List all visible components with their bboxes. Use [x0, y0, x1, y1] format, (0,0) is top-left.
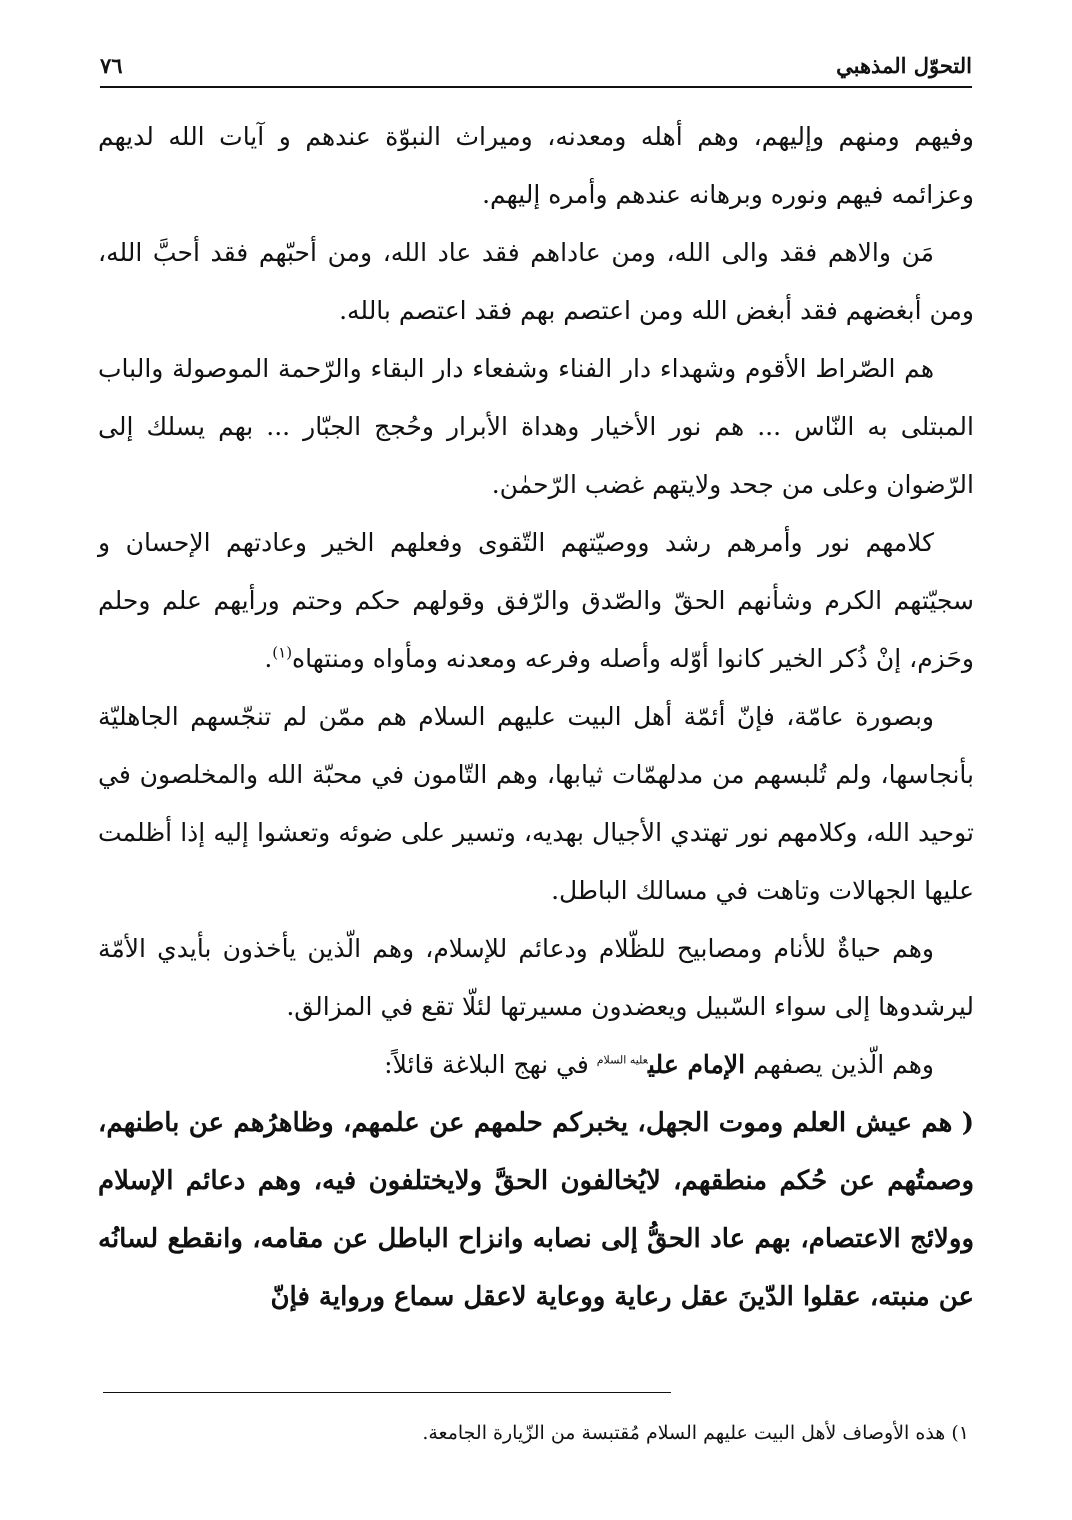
imam-name: الإمام علي — [648, 1050, 746, 1079]
paragraph-end: . — [264, 644, 273, 673]
paragraph — [98, 514, 974, 688]
footnote: ١) هذه الأوصاف لأهل البيت عليهم السلام مُقتبسة من الزّيارة الجامعة. — [422, 1422, 969, 1444]
running-title: التحوّل المذهبي — [836, 53, 972, 78]
paragraph: هم الصّراط الأقوم وشهداء دار الفناء وشفعاء دار البقاء والرّحمة الموصولة والباب المبتلى به النّاس ... هم نور الأخيار وهداة الأبرار وحُجج الجبّار ... بهم يسلك إلى الرّضوان وعلى من جحد ولايتهم غضب الرّحمٰن. — [98, 354, 974, 499]
intro-before: وهم الّذين يصفهم — [745, 1050, 934, 1079]
paragraph: وهم حياةٌ للأنام ومصابيح للظّلام ودعائم للإسلام، وهم الّذين يأخذون بأيدي الأمّة ليرشدوها إلى سواء السّبيل ويعضدون مسيرتها لئلّا تقع في المزالق. — [98, 934, 974, 1021]
page-number: ٧٦ — [100, 53, 123, 78]
header-rule — [100, 86, 972, 88]
honorific: عليه السلام — [596, 1053, 648, 1067]
paragraph: مَن والاهم فقد والى الله، ومن عاداهم فقد عاد الله، ومن أحبّهم فقد أحبَّ الله، ومن أبغضهم فقد أبغض الله ومن اعتصم بهم فقد اعتصم بالله. — [98, 238, 974, 325]
footnote-divider — [103, 1392, 671, 1393]
footnote-reference[interactable]: (١) — [272, 643, 293, 662]
paragraph-text: كلامهم نور وأمرهم رشد ووصيّتهم التّقوى وفعلهم الخير وعادتهم الإحسان و سجيّتهم الكرم وشأنهم الحقّ والصّدق والرّفق وقولهم حكم وحتم ورأيهم علم وحلم وحَزم، إنْ ذُكر الخير كانوا أوّله وأصله وفرعه ومعدنه ومأواه ومنتهاه — [98, 528, 974, 673]
body-text — [98, 108, 974, 1326]
quotation: ( هم عيش العلم وموت الجهل، يخبركم حلمهم عن علمهم، وظاهرُهم عن باطنهم، وصمتُهم عن حُكم منطقهم، لايُخالفون الحقَّ ولايختلفون فيه، وهم دعائم الإسلام وولائج الاعتصام، بهم عاد الحقُّ إلى نصابه وانزاح الباطل عن مقامه، وانقطع لسانُه عن منبته، عقلوا الدّينَ عقل رعاية ووعاية لاعقل سماع ورواية فإنّ — [98, 1108, 974, 1312]
intro-line — [98, 1036, 974, 1094]
paragraph: وفيهم ومنهم وإليهم، وهم أهله ومعدنه، وميراث النبوّة عندهم و آيات الله لديهم وعزائمه فيهم ونوره وبرهانه عندهم وأمره إليهم. — [98, 122, 974, 209]
paragraph: وبصورة عامّة، فإنّ أئمّة أهل البيت عليهم السلام هم ممّن لم تنجّسهم الجاهليّة بأنجاسها، ولم تُلبسهم من مدلهمّات ثيابها، وهم التّامون في محبّة الله والمخلصون في توحيد الله، وكلامهم نور تهتدي الأجيال بهديه، وتسير على ضوئه وتعشوا إليه إذا أظلمت عليها الجهالات وتاهت في مسالك الباطل. — [98, 702, 974, 905]
page-header — [100, 38, 972, 78]
intro-after: في نهج البلاغة قائلاً: — [384, 1050, 597, 1079]
